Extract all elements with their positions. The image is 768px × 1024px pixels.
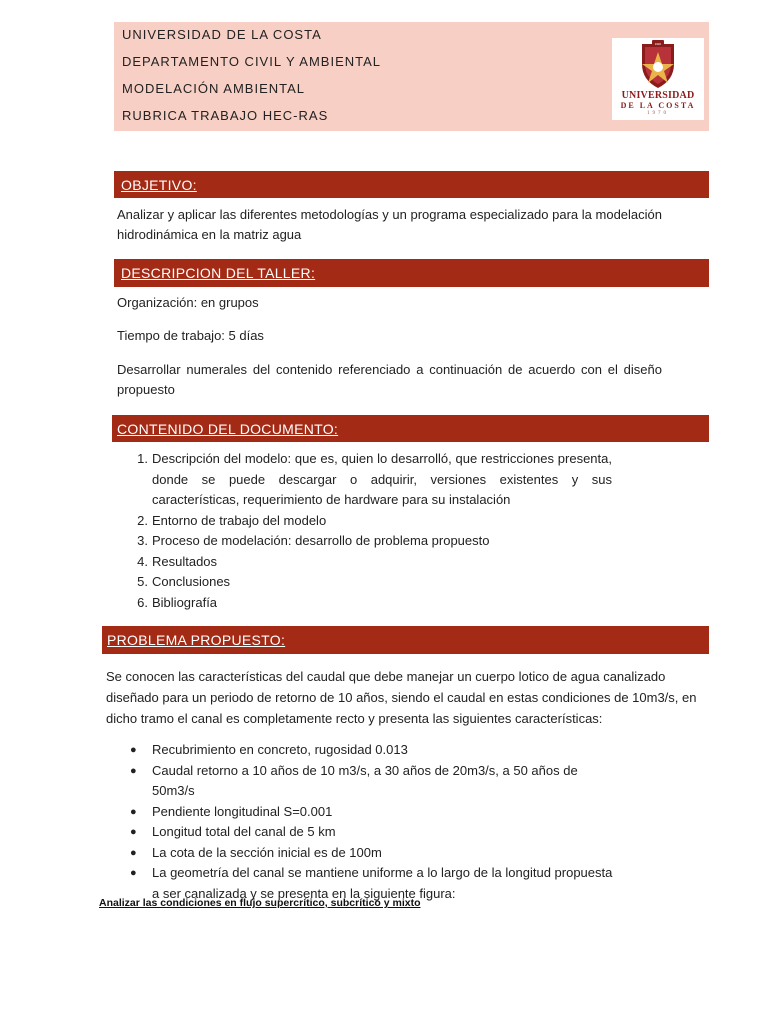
list-item: ● La geometría del canal se mantiene uniforme a lo largo de la longitud propuesta a ser canalizada y se presenta en la siguiente figura: bbox=[130, 865, 613, 901]
university-logo bbox=[612, 38, 704, 120]
list-item: 2. Entorno de trabajo del modelo bbox=[137, 512, 327, 528]
list-item: ● Recubrimiento en concreto, rugosidad 0.013 bbox=[130, 742, 408, 757]
header-banner bbox=[114, 22, 709, 131]
list-item: ● Longitud total del canal de 5 km bbox=[130, 824, 336, 839]
list-item: 5. Conclusiones bbox=[137, 574, 231, 589]
list-item: 1. Descripción del modelo: que es, quien lo desarrolló, que restricciones presenta, donde se puede descargar o adquirir, versiones existentes y sus características, requerimiento de hardware para su instalación bbox=[137, 451, 612, 507]
list-item: ● Caudal retorno a 10 años de 10 m3/s, a 30 años de 20m3/s, a 50 años de 50m3/s bbox=[130, 762, 578, 798]
section-problema-bar bbox=[102, 626, 709, 654]
section-objetivo-title: OBJETIVO: bbox=[121, 176, 197, 193]
descripcion-desarrollar: Desarrollar numerales del contenido referenciado a continuación de acuerdo con el diseño propuesto bbox=[117, 362, 662, 397]
list-item: 4. Resultados bbox=[137, 553, 218, 569]
header-rubric: RUBRICA TRABAJO HEC-RAS bbox=[122, 108, 329, 123]
list-item: ● Pendiente longitudinal S=0.001 bbox=[130, 803, 333, 819]
list-item: 3. Proceso de modelación: desarrollo de problema propuesto bbox=[137, 533, 490, 548]
logo-subname: DE LA COSTA bbox=[620, 101, 696, 110]
svg-text:cuc: cuc bbox=[654, 41, 662, 46]
section-objetivo-bar bbox=[114, 171, 709, 198]
descripcion-tiempo: Tiempo de trabajo: 5 días bbox=[117, 328, 264, 343]
header-course: MODELACIÓN AMBIENTAL bbox=[122, 81, 306, 96]
logo-name: UNIVERSIDAD bbox=[621, 90, 695, 101]
section-descripcion-title: DESCRIPCION DEL TALLER: bbox=[121, 265, 316, 281]
header-department: DEPARTAMENTO CIVIL Y AMBIENTAL bbox=[122, 54, 382, 69]
section-descripcion-bar bbox=[114, 259, 709, 287]
problema-intro: Se conocen las características del caudal que debe manejar un cuerpo lotico de agua canalizado diseñado para un periodo de retorno de 10 años, siendo el caudal en estas condiciones de 10m3/s, en dicho tramo el canal es completamente recto y presenta las siguientes características: bbox=[106, 669, 697, 726]
section-contenido-title: CONTENIDO DEL DOCUMENTO: bbox=[117, 420, 339, 437]
section-contenido-bar bbox=[112, 415, 709, 442]
list-item: 6. Bibliografía bbox=[137, 594, 218, 610]
list-item: ● La cota de la sección inicial es de 100m bbox=[130, 844, 382, 860]
header-university: UNIVERSIDAD DE LA COSTA bbox=[122, 27, 322, 42]
shield-emblem-icon bbox=[612, 38, 704, 90]
objetivo-text: Analizar y aplicar las diferentes metodologías y un programa especializado para la modelación hidrodinámica en la matriz agua bbox=[117, 207, 662, 242]
descripcion-organizacion: Organización: en grupos bbox=[117, 295, 259, 310]
section-problema-title: PROBLEMA PROPUESTO: bbox=[107, 632, 286, 648]
contenido-list bbox=[137, 449, 612, 613]
logo-year: 1970 bbox=[647, 111, 669, 116]
footer-instruction: Analizar las condiciones en flujo supercrítico, subcrítico y mixto bbox=[99, 897, 421, 909]
